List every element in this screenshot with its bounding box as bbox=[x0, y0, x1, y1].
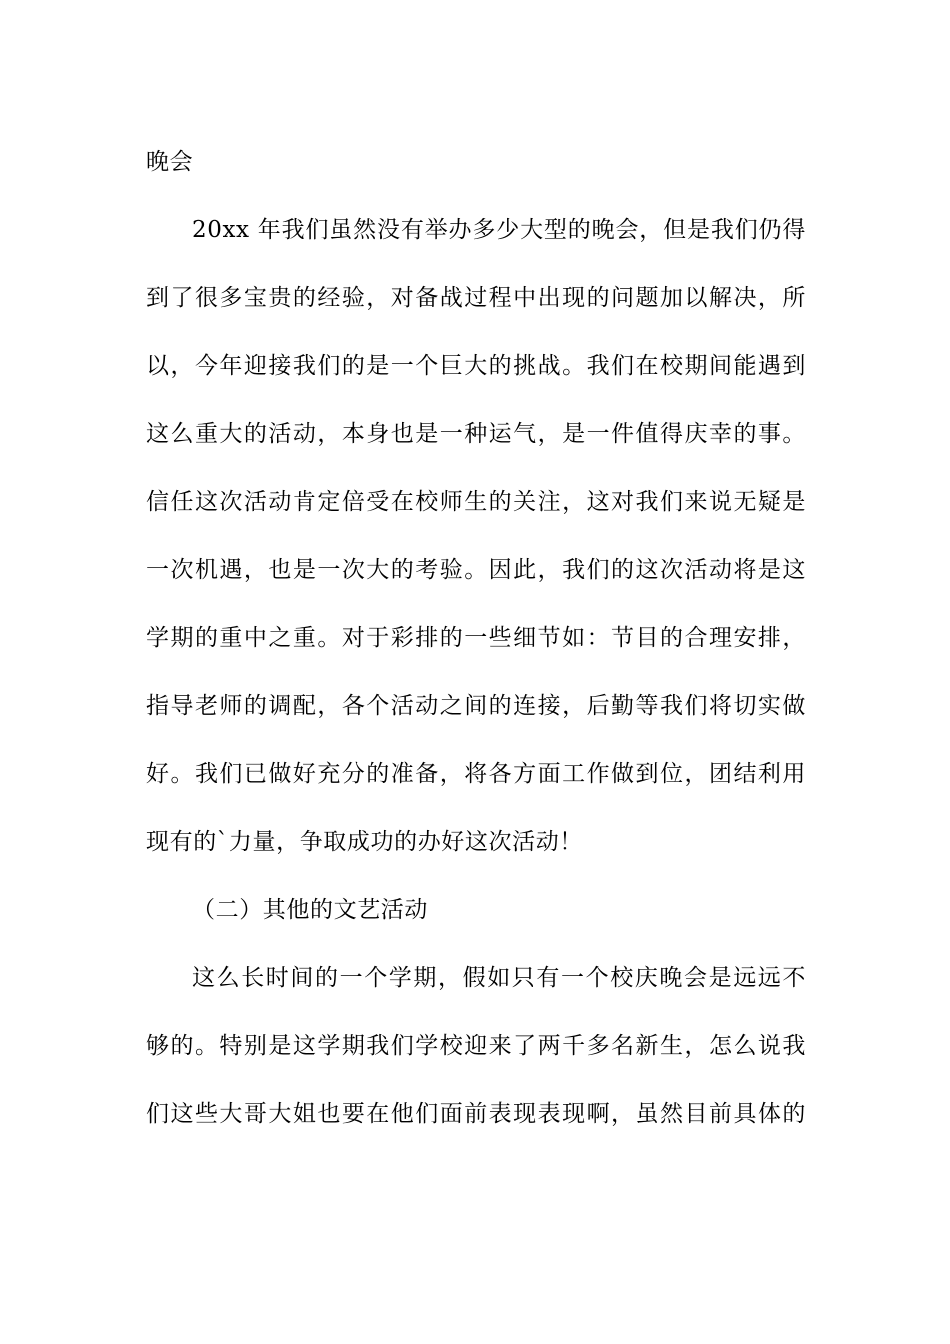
text-line: 好。我们已做好充分的准备，将各方面工作做到位，团结利用 bbox=[146, 761, 806, 787]
text-line: 指导老师的调配，各个活动之间的连接，后勤等我们将切实做 bbox=[146, 693, 806, 719]
text-line: 这么长时间的一个学期，假如只有一个校庆晚会是远远不 bbox=[192, 965, 806, 991]
text-line: 到了很多宝贵的经验，对备战过程中出现的问题加以解决，所 bbox=[146, 285, 806, 311]
text-line: 20xx 年我们虽然没有举办多少大型的晚会，但是我们仍得 bbox=[192, 217, 806, 243]
text-line: 们这些大哥大姐也要在他们面前表现表现啊，虽然目前具体的 bbox=[146, 1101, 806, 1127]
text-line: 够的。特别是这学期我们学校迎来了两千多名新生，怎么说我 bbox=[146, 1033, 806, 1059]
text-line: 一次机遇，也是一次大的考验。因此，我们的这次活动将是这 bbox=[146, 557, 806, 583]
text-line: 信任这次活动肯定倍受在校师生的关注，这对我们来说无疑是 bbox=[146, 489, 806, 515]
text-line-heading: 晚会 bbox=[146, 149, 194, 175]
text-line: 以，今年迎接我们的是一个巨大的挑战。我们在校期间能遇到 bbox=[146, 353, 806, 379]
document-body bbox=[146, 128, 806, 1148]
text-line: 这么重大的活动，本身也是一种运气，是一件值得庆幸的事。 bbox=[146, 421, 806, 447]
text-line: 学期的重中之重。对于彩排的一些细节如：节目的合理安排， bbox=[146, 625, 806, 651]
text-line: 现有的`力量，争取成功的办好这次活动！ bbox=[146, 829, 583, 855]
section-heading: （二）其他的文艺活动 bbox=[192, 897, 428, 923]
